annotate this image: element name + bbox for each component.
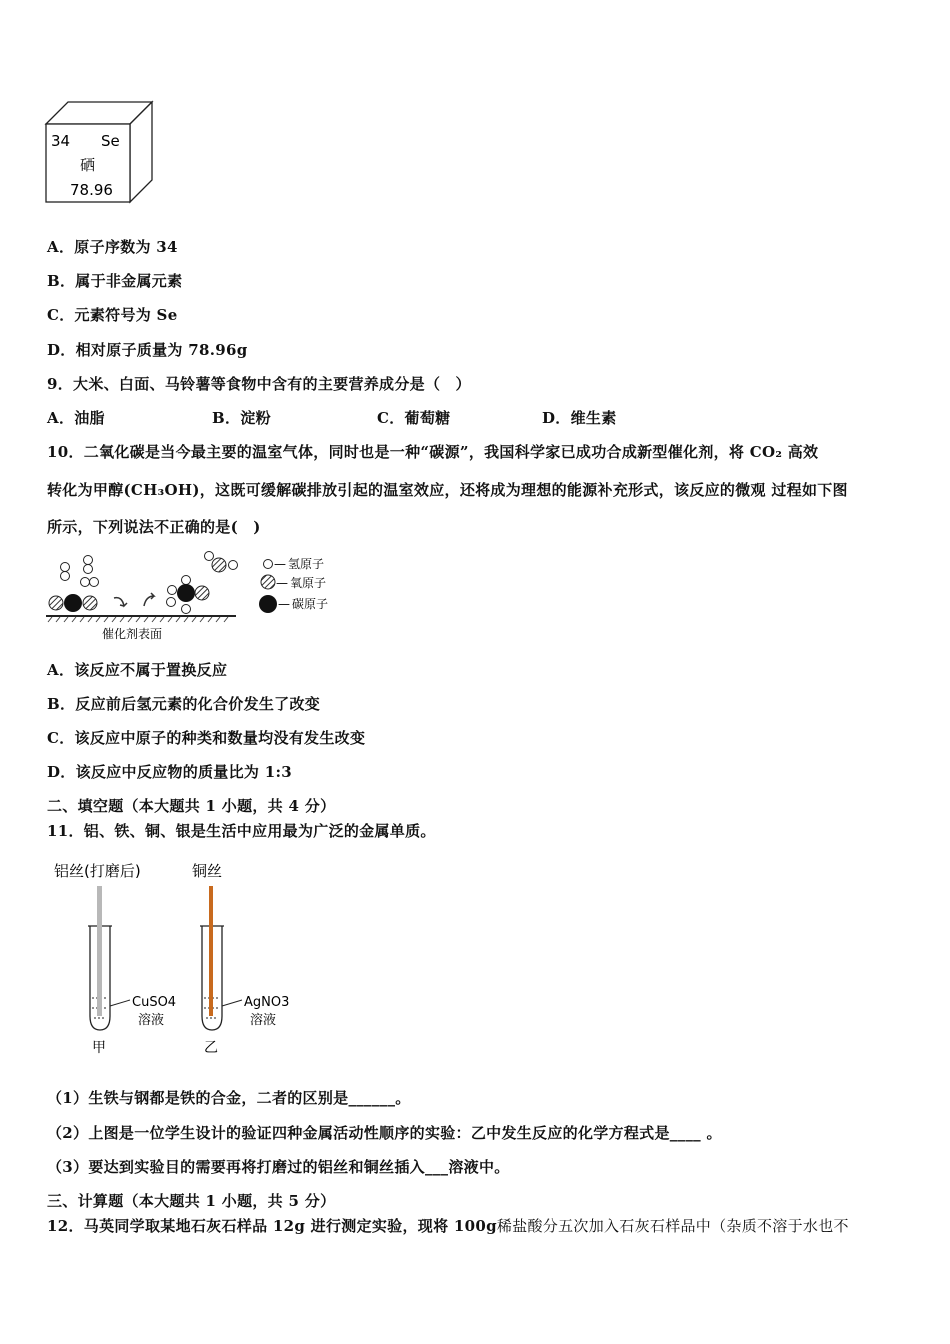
q9-stem: 9．大米、白面、马铃薯等食物中含有的主要营养成分是（ ） (47, 375, 471, 393)
q10-option-d: D．该反应中反应物的质量比为 1:3 (47, 763, 293, 781)
q10-line-1: 10．二氧化碳是当今最主要的温室气体，同时也是一种“碳源”，我国科学家已成功合成新型催化剂，将 CO₂ 高效 (47, 443, 819, 461)
legend-carbon-label: 碳原子 (292, 597, 329, 611)
q12-stem (47, 1215, 849, 1236)
left-solution-label-2: 溶液 (138, 1013, 165, 1028)
right-solution-label-2: 溶液 (250, 1013, 277, 1028)
element-name: 硒 (80, 156, 96, 174)
right-solution-label-1: AgNO3 (244, 995, 290, 1010)
copper-wire-label: 铜丝 (192, 862, 223, 880)
tube-a-label: 甲 (92, 1040, 106, 1056)
q9-options (47, 407, 617, 428)
catalyst-reaction-figure (44, 548, 344, 644)
aluminum-wire-label: 铝丝(打磨后) (54, 862, 141, 880)
svg-text:—: — (276, 576, 288, 590)
q10-option-c: C．该反应中原子的种类和数量均没有发生改变 (47, 729, 366, 747)
svg-text:—: — (274, 557, 286, 571)
element-mass: 78.96 (70, 181, 113, 199)
copper-wire (209, 886, 213, 1016)
q11-sub-3: （3）要达到实验目的需要再将打磨过的铝丝和铜丝插入___溶液中。 (47, 1158, 510, 1176)
tube-b-label: 乙 (204, 1040, 218, 1056)
q10-option-b: B．反应前后氢元素的化合价发生了改变 (47, 695, 321, 713)
q10-option-a: A．该反应不属于置换反应 (47, 661, 228, 679)
section-2-heading: 二、填空题（本大题共 1 小题，共 4 分） (47, 797, 336, 815)
q11-sub-1: （1）生铁与钢都是铁的合金，二者的区别是______。 (47, 1089, 411, 1107)
legend-oxygen-label: 氧原子 (290, 576, 327, 590)
q9-option-d: D．维生素 (542, 409, 617, 427)
element-card-figure (44, 100, 156, 204)
catalyst-surface-label: 催化剂表面 (102, 627, 163, 641)
q11-sub-2: （2）上图是一位学生设计的验证四种金属活动性顺序的实验：乙中发生反应的化学方程式是____ 。 (47, 1124, 722, 1142)
q8-option-b: B．属于非金属元素 (47, 272, 183, 290)
q8-option-a: A．原子序数为 34 (47, 238, 178, 256)
legend-hydrogen-label: 氢原子 (288, 557, 325, 571)
q12-stem-bold: 12．马英同学取某地石灰石样品 12g 进行测定实验，现将 100g (47, 1217, 497, 1235)
q8-option-d: D．相对原子质量为 78.96g (47, 341, 248, 359)
test-tube-figure (52, 858, 302, 1060)
q10-line-3: 所示，下列说法不正确的是( ) (47, 518, 261, 536)
element-atomic-number: 34 (51, 132, 71, 150)
q11-stem: 11．铝、铁、铜、银是生活中应用最为广泛的金属单质。 (47, 822, 436, 840)
element-symbol: Se (101, 132, 120, 150)
section-3-heading: 三、计算题（本大题共 1 小题，共 5 分） (47, 1192, 336, 1210)
left-solution-label-1: CuSO4 (132, 995, 177, 1010)
aluminum-wire (97, 886, 102, 1016)
q8-option-c: C．元素符号为 Se (47, 306, 178, 324)
q9-option-b: B．淀粉 (212, 409, 271, 427)
q10-line-2: 转化为甲醇(CH₃OH)，这既可缓解碳排放引起的温室效应，还将成为理想的能源补充形式，该反应的微观 过程如下图 (47, 481, 848, 499)
q9-option-a: A．油脂 (47, 409, 105, 427)
q9-option-c: C．葡萄糖 (377, 409, 451, 427)
q12-stem-light: 稀盐酸分五次加入石灰石样品中（杂质不溶于水也不 (496, 1217, 849, 1235)
svg-text:—: — (278, 597, 290, 611)
